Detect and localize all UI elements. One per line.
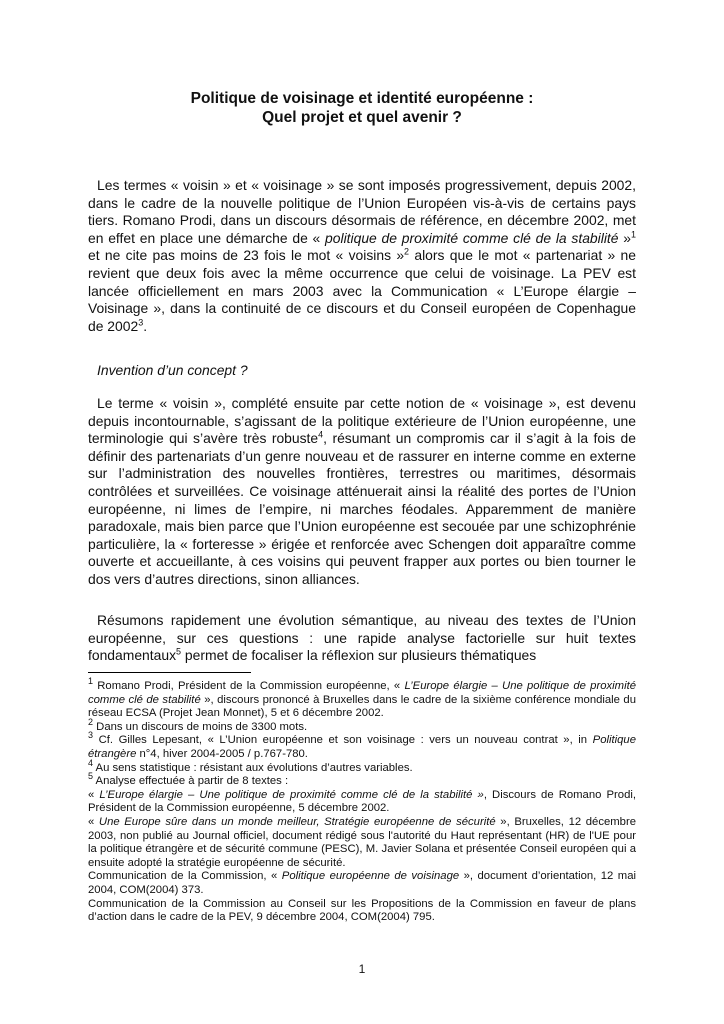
footnote-ref-2[interactable]: 2 xyxy=(404,246,410,257)
footnote-number: 5 xyxy=(88,771,94,782)
text: », Bruxelles, 12 décembre 2003, non publié au Journal officiel, document rédigé sous l'autorité du Haut représentant (HR) de l'UE pour la politique étrangère et de sécurité commune (PESC), M. Javier Solana et présentée Conseil européen qui a ensuite adopté la stratégie européenne de sécurité. xyxy=(88,815,636,869)
page-number: 1 xyxy=(358,962,366,976)
text: Résumons rapidement une évolution sémantique, au niveau des textes de l’Union européenne, sur ces questions : une rapide analyse factorielle sur huit textes fondamentaux xyxy=(88,612,636,664)
text: . xyxy=(143,317,148,334)
text: Romano Prodi, Président de la Commission européenne, « xyxy=(93,680,405,692)
footnote-number: 2 xyxy=(88,717,94,728)
title-line-2: Quel projet et quel avenir ? xyxy=(262,109,462,126)
footnote-4 xyxy=(88,757,636,776)
text: Dans un discours de moins de 3300 mots. xyxy=(93,720,308,733)
footnote-3 xyxy=(88,730,636,761)
text: Le terme « voisin », complété ensuite par cette notion de « voisinage », est devenu depuis incontournable, s’agissant de la politique extérieure de l’Union européenne, une terminologie qui s’avère très robuste xyxy=(88,395,636,447)
quoted-title: politique de proximité comme clé de la stabilité xyxy=(325,229,619,246)
footnote-5-item-1 xyxy=(88,789,636,816)
text: Cf. Gilles Lepesant, « L’Union européenne et son voisinage : vers un nouveau contrat », in xyxy=(93,734,593,747)
text: Communication de la Commission au Conseil sur les Propositions de la Commission en faveur de plans d’action dans le cadre de la PEV, 9 décembre 2004, COM(2004) 795. xyxy=(88,897,636,924)
paragraph-intro xyxy=(88,177,636,335)
text: », discours prononcé à Bruxelles dans le cadre de la sixième conférence mondiale du réseau ECSA (Projet Jean Monnet), 5 et 6 décembre 2002. xyxy=(88,693,636,720)
text: , Discours de Romano Prodi, Président de la Commission européenne, 5 décembre 2002. xyxy=(88,788,637,815)
footnote-5-item-2 xyxy=(88,816,636,870)
text: alors que le mot « partenariat » ne revient que deux fois avec la même occurrence que celui de voisinage. La PEV est lancée officiellement en mars 2003 avec la Communication « L’Europe élargie – Voisinage », dans la continuité de ce discours et du Conseil européen de Copenhague de 2002 xyxy=(88,247,636,334)
footnote-5-item-3 xyxy=(88,870,636,897)
footnote-ref-3[interactable]: 3 xyxy=(138,317,144,328)
text: et ne cite pas moins de 23 fois le mot « voisins » xyxy=(88,247,405,264)
footnote-number: 1 xyxy=(88,676,94,687)
text: n°4, hiver 2004-2005 / p.767-780. xyxy=(136,747,308,760)
quoted-title: Politique européenne de voisinage xyxy=(281,870,460,883)
section-heading: Invention d’un concept ? xyxy=(97,362,248,378)
text: Les termes « voisin » et « voisinage » se sont imposés progressivement, depuis 2002, dans le cadre de la nouvelle politique de l’Union Européen vis-à-vis de certains pays tiers. Romano Prodi, dans un discours désormais de référence, en décembre 2002, met en effet en place une démarche de « xyxy=(88,177,636,246)
footnote-separator xyxy=(88,672,251,673)
footnote-ref-5[interactable]: 5 xyxy=(176,646,182,657)
footnote-5 xyxy=(88,771,636,789)
quoted-title: L’Europe élargie – Une politique de proximité comme clé de stabilité xyxy=(88,680,637,706)
text: « xyxy=(88,815,99,828)
journal-title: Politique étrangère xyxy=(88,734,636,760)
text: Communication de la Commission, « xyxy=(88,870,282,883)
text: Analyse effectuée à partir de 8 textes : xyxy=(93,775,289,788)
text: », document d’orientation, 12 mai 2004, COM(2004) 373. xyxy=(88,870,636,896)
text: » xyxy=(618,229,631,246)
text: « xyxy=(88,788,100,801)
text: Au sens statistique : résistant aux évolutions d’autres variables. xyxy=(93,761,413,774)
footnote-2 xyxy=(88,717,636,735)
footnote-ref-4[interactable]: 4 xyxy=(318,429,324,440)
quoted-title: L’Europe élargie – Une politique de proximité comme clé de la stabilité » xyxy=(99,788,484,801)
footnote-5-item-4 xyxy=(88,898,636,925)
document-title xyxy=(88,89,636,127)
text: permet de focaliser la réflexion sur plusieurs thématiques xyxy=(181,647,537,664)
footnote-1 xyxy=(88,676,637,721)
quoted-title: Une Europe sûre dans un monde meilleur, Stratégie européenne de sécurité xyxy=(98,815,496,828)
footnote-number: 3 xyxy=(88,730,94,741)
title-line-1: Politique de voisinage et identité européenne : xyxy=(190,90,534,107)
footnote-number: 4 xyxy=(88,757,94,768)
paragraph-concept xyxy=(88,395,636,589)
paragraph-semantics xyxy=(88,612,636,665)
text: , résumant un compromis car il s’agit à la fois de définir des partenariats d’un genre nouveau et de rassurer en interne comme en externe sur l’administration des nouvelles frontières, terrestres ou maritimes, désormais contrôlées et surveillées. Ce voisinage atténuerait ainsi la réalité des portes de l’Union européenne, ni limes de l’empire, ni marches féodales. Apparemment de manière paradoxale, mais bien parce que l’Union européenne est secouée par une schizophrénie particulière, la « forteresse » érigée et renforcée avec Schengen doit apparaître comme ouverte et accueillante, à ces voisins qui peuvent frapper aux portes ou bien tourner le dos vers d’autres directions, sinon alliances. xyxy=(88,430,636,587)
footnote-ref-1[interactable]: 1 xyxy=(630,229,636,240)
footnotes xyxy=(88,676,637,925)
